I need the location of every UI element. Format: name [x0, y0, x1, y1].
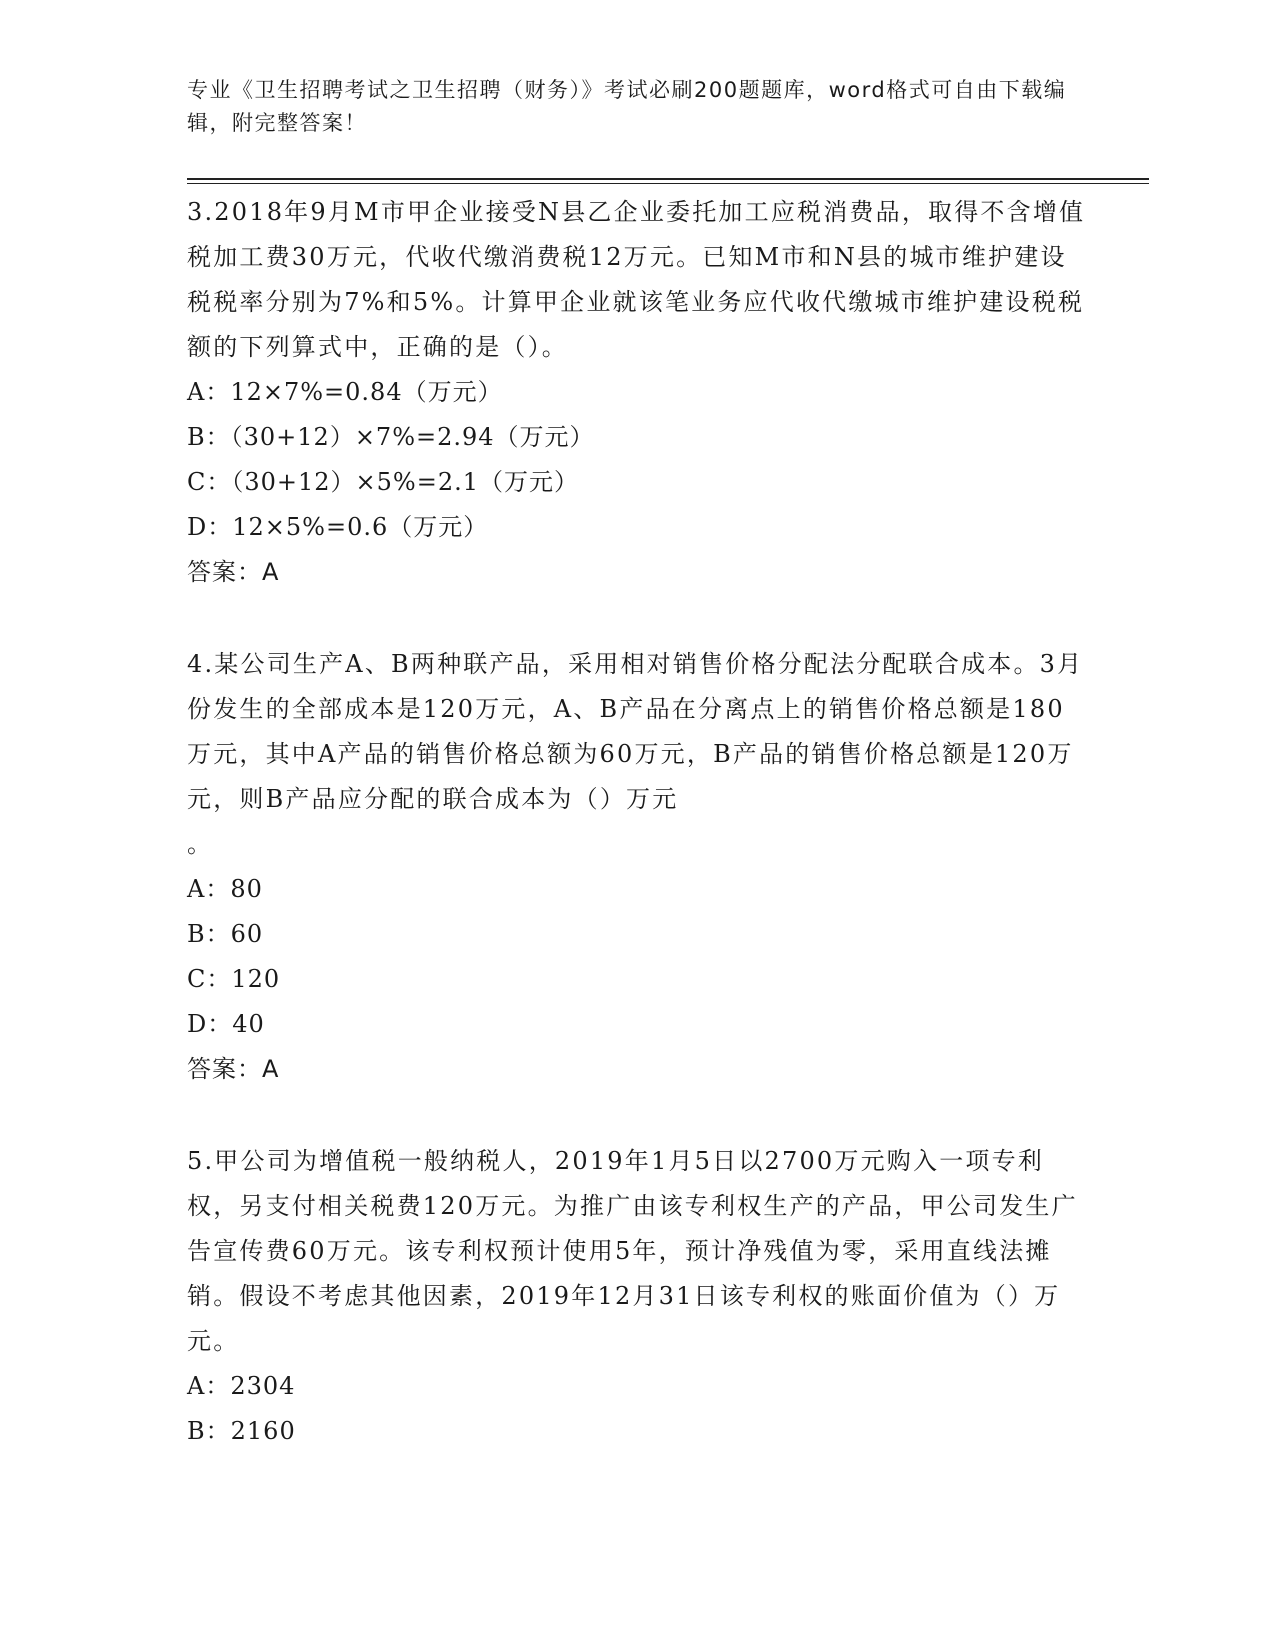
option-c: C：（30+12）×5%=2.1（万元）	[187, 468, 580, 496]
question-3	[187, 190, 1087, 595]
document-header: 专业《卫生招聘考试之卫生招聘（财务）》考试必刷200题题库，word格式可自由下载编辑，附完整答案！	[187, 78, 1067, 135]
option-a: A：2304	[187, 1372, 296, 1400]
option-d: D：40	[187, 1010, 265, 1038]
option-c: C：120	[187, 965, 281, 993]
question-4	[187, 642, 1087, 1092]
answer-line: 答案：A	[187, 558, 280, 586]
question-stem: 5.甲公司为增值税一般纳税人，2019年1月5日以2700万元购入一项专利权，另支付相关税费120万元。为推广由该专利权生产的产品，甲公司发生广告宣传费60万元。该专利权预计使用5年，预计净残值为零，采用直线法摊销。假设不考虑其他因素，2019年12月31日该专利权的账面价值为（）万元。	[187, 1147, 1078, 1355]
option-b: B：2160	[187, 1417, 296, 1445]
question-5	[187, 1139, 1087, 1454]
question-stem: 4.某公司生产A、B两种联产品，采用相对销售价格分配法分配联合成本。3月份发生的全部成本是120万元，A、B产品在分离点上的销售价格总额是180万元，其中A产品的销售价格总额为60万元，B产品的销售价格总额是120万元，则B产品应分配的联合成本为（）万元	[187, 650, 1084, 813]
option-b: B：（30+12）×7%=2.94（万元）	[187, 423, 595, 451]
question-stem-tail: 。	[187, 830, 214, 858]
question-stem: 3.2018年9月M市甲企业接受N县乙企业委托加工应税消费品，取得不含增值税加工费30万元，代收代缴消费税12万元。已知M市和N县的城市维护建设税税率分别为7%和5%。计算甲企业就该笔业务应代收代缴城市维护建设税税额的下列算式中，正确的是（）。	[187, 198, 1086, 361]
option-d: D：12×5%=0.6（万元）	[187, 513, 489, 541]
header-rule-thin	[187, 183, 1149, 184]
question-list	[187, 190, 1087, 1501]
option-b: B：60	[187, 920, 264, 948]
option-a: A：80	[187, 875, 263, 903]
answer-line: 答案：A	[187, 1055, 280, 1083]
header-rule-thick	[187, 178, 1149, 180]
option-a: A：12×7%=0.84（万元）	[187, 378, 503, 406]
